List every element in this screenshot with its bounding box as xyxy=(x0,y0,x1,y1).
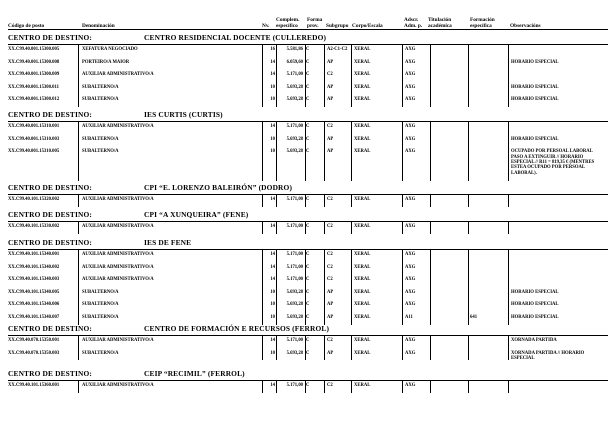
cell-adscr: AXG xyxy=(405,338,416,343)
cell-codigo: XX.C99.40.101.15340.005 xyxy=(8,289,60,295)
cell-denom: SUBALTERNO/A xyxy=(82,302,119,308)
cell-subgrupo: AP xyxy=(327,59,334,65)
column-divider xyxy=(351,194,352,207)
column-divider xyxy=(351,121,352,181)
cell-obs: XORNADA PARTIDA // HORARIO ESPECIAL xyxy=(511,350,585,361)
column-divider xyxy=(324,249,325,325)
column-divider xyxy=(276,249,277,325)
column-divider xyxy=(430,335,431,360)
cell-denom: SUBALTERNO/A xyxy=(82,289,119,295)
section-rule xyxy=(8,44,608,45)
column-divider xyxy=(78,221,79,234)
column-divider xyxy=(276,335,277,360)
cell-codigo: XX.C99.40.101.15340.002 xyxy=(8,264,60,270)
cell-codigo: XX.C99.40.070.15350.003 xyxy=(8,350,60,356)
cell-complemento: 5.171,00 xyxy=(286,72,303,78)
column-divider xyxy=(351,335,352,360)
column-divider xyxy=(468,44,469,107)
cell-codigo: XX.C99.40.101.15340.001 xyxy=(8,252,60,257)
cell-nivel: 14 xyxy=(270,338,275,343)
column-divider xyxy=(430,44,431,107)
center-heading xyxy=(8,210,608,221)
header-rule xyxy=(8,29,608,30)
cell-forma: C xyxy=(306,302,310,308)
column-divider xyxy=(262,380,263,393)
center-heading xyxy=(8,110,608,121)
cell-forma: C xyxy=(306,315,310,320)
column-divider xyxy=(324,44,325,107)
cell-corpo: XERAL xyxy=(354,97,371,103)
column-divider xyxy=(351,249,352,325)
column-divider xyxy=(262,335,263,360)
center-label: CENTRO DE DESTINO: xyxy=(8,183,93,192)
column-divider xyxy=(262,194,263,207)
cell-adscr: AXG xyxy=(405,383,416,388)
cell-corpo: XERAL xyxy=(354,252,371,257)
cell-denom: SUBALTERNO/A xyxy=(82,84,119,90)
column-divider xyxy=(351,44,352,107)
cell-forma: C xyxy=(306,72,310,78)
cell-obs: HORARIO ESPECIAL xyxy=(511,84,559,90)
cell-corpo: XERAL xyxy=(354,350,371,356)
cell-denom: SUBALTERNO/A xyxy=(82,315,119,320)
center-name: CEIP “RECIMIL” (FERROL) xyxy=(144,369,245,378)
cell-corpo: XERAL xyxy=(354,136,371,142)
header-corpo: Corpo/Escala xyxy=(352,23,383,29)
cell-forma: C xyxy=(306,124,310,129)
cell-adscr: AXG xyxy=(405,289,416,295)
cell-adscr: AXG xyxy=(405,84,416,90)
center-heading xyxy=(8,183,608,194)
cell-subgrupo: AP xyxy=(327,289,334,295)
cell-subgrupo: C2 xyxy=(327,264,333,270)
column-divider xyxy=(78,249,79,325)
cell-forma: C xyxy=(306,277,310,283)
cell-denom: AUXILIAR ADMINISTRATIVO/A xyxy=(82,252,154,257)
cell-codigo: XX.C99.40.101.15360.001 xyxy=(8,383,60,388)
cell-subgrupo: C2 xyxy=(327,252,333,257)
header-formacion: Formación xyxy=(470,17,495,23)
cell-codigo: XX.C99.40.101.15340.006 xyxy=(8,302,60,308)
cell-corpo: XERAL xyxy=(354,264,371,270)
cell-codigo: XX.C99.40.070.15350.001 xyxy=(8,338,60,343)
header-adscr-sub: Adm. p. xyxy=(404,23,423,29)
cell-denom: SUBALTERNO/A xyxy=(82,350,119,356)
column-divider xyxy=(402,194,403,207)
cell-denom: AUXILIAR ADMINISTRATIVO/A xyxy=(82,383,154,388)
cell-subgrupo: AP xyxy=(327,350,334,356)
cell-forma: C xyxy=(306,264,310,270)
header-observacions: Observacións xyxy=(510,23,541,29)
cell-nivel: 10 xyxy=(270,136,275,142)
cell-denom: XEFATURA NEGOCIADO xyxy=(82,47,138,52)
column-divider xyxy=(508,121,509,181)
cell-nivel: 14 xyxy=(270,252,275,257)
section-rule xyxy=(8,194,608,195)
cell-nivel: 14 xyxy=(270,72,275,78)
cell-forma: C xyxy=(306,350,310,356)
column-divider xyxy=(276,194,277,207)
header-denominacion: Denominación xyxy=(82,23,115,29)
cell-adscr: AXG xyxy=(405,136,416,142)
cell-complemento: 5.693,28 xyxy=(286,289,303,295)
cell-codigo: XX.C99.40.001.15300.012 xyxy=(8,97,60,103)
cell-complemento: 5.171,00 xyxy=(286,252,303,257)
column-divider xyxy=(402,221,403,234)
section-rule xyxy=(8,380,608,381)
column-divider xyxy=(430,121,431,181)
cell-corpo: XERAL xyxy=(354,302,371,308)
cell-denom: SUBALTERNO/A xyxy=(82,97,119,103)
center-name: IES DE FENE xyxy=(144,238,192,247)
column-divider xyxy=(78,380,79,393)
column-divider xyxy=(402,335,403,360)
column-divider xyxy=(430,380,431,393)
cell-denom: AUXILIAR ADMINISTRATIVO/A xyxy=(82,264,154,270)
cell-denom: AUXILIAR ADMINISTRATIVO/A xyxy=(82,277,154,283)
column-divider xyxy=(276,121,277,181)
cell-nivel: 16 xyxy=(270,47,275,52)
column-divider xyxy=(324,194,325,207)
cell-denom: SUBALTERNO/A xyxy=(82,136,119,142)
section-rule xyxy=(8,249,608,250)
cell-corpo: XERAL xyxy=(354,277,371,283)
column-divider xyxy=(351,380,352,393)
cell-adscr: AXG xyxy=(405,124,416,129)
header-subgrupo: Subgrupo xyxy=(326,23,349,29)
cell-complemento: 5.171,00 xyxy=(286,338,303,343)
cell-adscr: AXG xyxy=(405,350,416,356)
column-divider xyxy=(351,221,352,234)
cell-obs: OCUPADO POR PERSOAL LABORAL PASO A EXTINGUIR // HORARIO ESPECIAL // R11 = 819,35 € (MENTRES ESTEA OCUPADO POR PERSOAL LABORAL). xyxy=(511,149,595,176)
cell-adscr: AXG xyxy=(405,47,416,52)
cell-obs: XORNADA PARTIDA xyxy=(511,338,557,343)
column-divider xyxy=(430,249,431,325)
cell-complemento: 5.693,28 xyxy=(286,350,303,356)
column-divider xyxy=(508,335,509,360)
cell-subgrupo: AP xyxy=(327,315,334,320)
column-divider xyxy=(276,44,277,107)
cell-adscr: AXG xyxy=(405,277,416,283)
cell-complemento: 5.693,28 xyxy=(286,136,303,142)
cell-corpo: XERAL xyxy=(354,224,371,229)
cell-complemento: 6.059,60 xyxy=(286,59,303,65)
cell-denom: AUXILIAR ADMINISTRATIVO/A xyxy=(82,197,154,202)
cell-complemento: 5.171,00 xyxy=(286,224,303,229)
cell-subgrupo: C2 xyxy=(327,224,333,229)
center-heading xyxy=(8,238,608,249)
cell-complemento: 5.693,28 xyxy=(286,315,303,320)
cell-adscr: AXG xyxy=(405,224,416,229)
column-divider xyxy=(78,44,79,107)
column-divider xyxy=(262,221,263,234)
column-divider xyxy=(305,249,306,325)
cell-codigo: XX.C99.40.001.15300.005 xyxy=(8,47,60,52)
cell-obs: HORARIO ESPECIAL xyxy=(511,59,559,65)
cell-codigo: XX.C99.40.001.15300.011 xyxy=(8,84,59,90)
cell-codigo: XX.C99.40.101.15320.002 xyxy=(8,197,60,202)
cell-complemento: 5.171,00 xyxy=(286,197,303,202)
center-name: IES CURTIS (CURTIS) xyxy=(144,110,223,119)
cell-denom: AUXILIAR ADMINISTRATIVO/A xyxy=(82,224,154,229)
column-divider xyxy=(508,44,509,107)
cell-obs: HORARIO ESPECIAL xyxy=(511,136,559,142)
cell-corpo: XERAL xyxy=(354,47,371,52)
cell-adscr: AXG xyxy=(405,97,416,103)
column-divider xyxy=(468,194,469,207)
column-divider xyxy=(430,194,431,207)
cell-nivel: 14 xyxy=(270,277,275,283)
cell-corpo: XERAL xyxy=(354,72,371,78)
column-divider xyxy=(402,44,403,107)
column-divider xyxy=(262,44,263,107)
column-divider xyxy=(276,221,277,234)
cell-nivel: 10 xyxy=(270,84,275,90)
column-divider xyxy=(262,249,263,325)
cell-subgrupo: C2 xyxy=(327,277,333,283)
cell-forma: C xyxy=(306,47,310,52)
cell-codigo: XX.C99.40.101.15330.002 xyxy=(8,224,60,229)
cell-nivel: 14 xyxy=(270,124,275,129)
header-formacion-sub: específica xyxy=(470,23,492,29)
center-label: CENTRO DE DESTINO: xyxy=(8,110,93,119)
cell-subgrupo: C2 xyxy=(327,72,333,78)
cell-adscr: AXG xyxy=(405,149,416,155)
cell-nivel: 14 xyxy=(270,383,275,388)
cell-subgrupo: AP xyxy=(327,84,334,90)
cell-corpo: XERAL xyxy=(354,383,371,388)
header-titulacion: Titulación xyxy=(428,17,452,23)
column-divider xyxy=(324,221,325,234)
cell-denom: AUXILIAR ADMINISTRATIVO/A xyxy=(82,338,154,343)
cell-nivel: 14 xyxy=(270,197,275,202)
cell-codigo: XX.C99.40.001.15310.001 xyxy=(8,124,60,129)
cell-adscr: AXG xyxy=(405,252,416,257)
column-divider xyxy=(78,121,79,181)
column-divider xyxy=(78,335,79,360)
column-divider xyxy=(402,121,403,181)
cell-corpo: XERAL xyxy=(354,124,371,129)
center-label: CENTRO DE DESTINO: xyxy=(8,33,93,42)
cell-nivel: 10 xyxy=(270,97,275,103)
cell-nivel: 10 xyxy=(270,350,275,356)
cell-nivel: 10 xyxy=(270,289,275,295)
cell-corpo: XERAL xyxy=(354,84,371,90)
column-divider xyxy=(324,121,325,181)
column-divider xyxy=(262,121,263,181)
cell-codigo: XX.C99.40.001.15310.003 xyxy=(8,136,60,142)
cell-forma: C xyxy=(306,84,310,90)
cell-subgrupo: AP xyxy=(327,302,334,308)
cell-denom: AUXILIAR ADMINISTRATIVO/A xyxy=(82,124,154,129)
header-especifico: específico xyxy=(276,23,298,29)
cell-corpo: XERAL xyxy=(354,289,371,295)
cell-adscr: AXG xyxy=(405,72,416,78)
section-rule xyxy=(8,221,608,222)
column-divider xyxy=(324,380,325,393)
cell-subgrupo: AP xyxy=(327,136,334,142)
cell-corpo: XERAL xyxy=(354,149,371,155)
column-divider xyxy=(508,249,509,325)
section-rule xyxy=(8,335,608,336)
center-name: CENTRO RESIDENCIAL DOCENTE (CULLEREDO) xyxy=(144,33,327,42)
cell-complemento: 5.171,00 xyxy=(286,124,303,129)
header-nivel-sub: Complem. xyxy=(276,17,300,23)
cell-nivel: 14 xyxy=(270,59,275,65)
cell-forma: C xyxy=(306,59,310,65)
cell-adscr: AXG xyxy=(405,59,416,65)
cell-adscr: AXG xyxy=(405,302,416,308)
cell-complemento: 5.693,28 xyxy=(286,97,303,103)
cell-denom: PORTEIRO/A MAIOR xyxy=(82,59,130,65)
cell-corpo: XERAL xyxy=(354,59,371,65)
cell-subgrupo: AP xyxy=(327,97,334,103)
cell-corpo: XERAL xyxy=(354,315,371,320)
cell-formacion: 641 xyxy=(470,315,478,320)
cell-nivel: 10 xyxy=(270,302,275,308)
cell-nivel: 14 xyxy=(270,264,275,270)
cell-denom: AUXILIAR ADMINISTRATIVO/A xyxy=(82,72,154,78)
cell-subgrupo: C2 xyxy=(327,338,333,343)
cell-complemento: 5.581,86 xyxy=(286,47,303,52)
column-divider xyxy=(468,335,469,360)
cell-corpo: XERAL xyxy=(354,197,371,202)
center-heading xyxy=(8,33,608,44)
column-divider xyxy=(324,335,325,360)
cell-adscr: AXG xyxy=(405,197,416,202)
center-label: CENTRO DE DESTINO: xyxy=(8,369,93,378)
header-titulacion-sub: académica xyxy=(428,23,452,29)
column-divider xyxy=(276,380,277,393)
column-divider xyxy=(508,221,509,234)
center-label: CENTRO DE DESTINO: xyxy=(8,210,93,219)
cell-complemento: 5.171,00 xyxy=(286,264,303,270)
cell-subgrupo: C2 xyxy=(327,383,333,388)
cell-codigo: XX.C99.40.101.15340.007 xyxy=(8,315,60,320)
cell-codigo: XX.C99.40.101.15340.003 xyxy=(8,277,60,283)
column-divider xyxy=(402,380,403,393)
header-nivel: Nv. xyxy=(262,23,270,29)
cell-forma: C xyxy=(306,383,310,388)
cell-obs: HORARIO ESPECIAL xyxy=(511,302,559,308)
header-forma-sub: prov. xyxy=(307,23,319,29)
cell-obs: HORARIO ESPECIAL xyxy=(511,315,559,320)
cell-nivel: 14 xyxy=(270,224,275,229)
column-divider xyxy=(468,221,469,234)
cell-forma: C xyxy=(306,252,310,257)
cell-forma: C xyxy=(306,289,310,295)
cell-complemento: 5.171,00 xyxy=(286,383,303,388)
cell-adscr: A11 xyxy=(405,315,413,320)
header-forma: Forma xyxy=(307,17,323,23)
cell-codigo: XX.C99.40.001.15310.005 xyxy=(8,149,60,155)
cell-complemento: 5.693,28 xyxy=(286,84,303,90)
column-divider xyxy=(508,194,509,207)
center-label: CENTRO DE DESTINO: xyxy=(8,238,93,247)
cell-forma: C xyxy=(306,149,310,155)
cell-nivel: 10 xyxy=(270,315,275,320)
cell-obs: HORARIO ESPECIAL xyxy=(511,289,559,295)
cell-subgrupo: A2-C1-C2 xyxy=(327,47,348,52)
cell-forma: C xyxy=(306,224,310,229)
cell-codigo: XX.C99.40.001.15300.008 xyxy=(8,59,60,65)
column-divider xyxy=(468,121,469,181)
column-divider xyxy=(430,221,431,234)
center-name: CENTRO DE FORMACIÓN E RECURSOS (FERROL) xyxy=(144,324,330,333)
column-divider xyxy=(402,249,403,325)
header-adscr: Adscr. xyxy=(404,17,419,23)
center-heading xyxy=(8,324,608,335)
column-divider xyxy=(468,249,469,325)
center-label: CENTRO DE DESTINO: xyxy=(8,324,93,333)
center-name: CPI “E. LORENZO BALEIRÓN” (DODRO) xyxy=(144,183,293,192)
cell-subgrupo: C2 xyxy=(327,124,333,129)
column-divider xyxy=(508,380,509,393)
cell-forma: C xyxy=(306,97,310,103)
cell-forma: C xyxy=(306,338,310,343)
cell-complemento: 5.693,28 xyxy=(286,149,303,155)
cell-subgrupo: C2 xyxy=(327,197,333,202)
cell-forma: C xyxy=(306,197,310,202)
cell-forma: C xyxy=(306,136,310,142)
cell-complemento: 5.693,28 xyxy=(286,302,303,308)
column-divider xyxy=(78,194,79,207)
header-codigo: Código de posto xyxy=(8,23,45,29)
table-header xyxy=(0,0,615,30)
section-rule xyxy=(8,121,608,122)
cell-denom: SUBALTERNO/A xyxy=(82,149,119,155)
cell-codigo: XX.C99.40.001.15300.009 xyxy=(8,72,60,78)
column-divider xyxy=(468,380,469,393)
cell-corpo: XERAL xyxy=(354,338,371,343)
cell-adscr: AXG xyxy=(405,264,416,270)
cell-obs: HORARIO ESPECIAL xyxy=(511,97,559,103)
cell-nivel: 10 xyxy=(270,149,275,155)
center-heading xyxy=(8,369,608,380)
cell-complemento: 5.171,00 xyxy=(286,277,303,283)
cell-subgrupo: AP xyxy=(327,149,334,155)
center-name: CPI “A XUNQUEIRA” (FENE) xyxy=(144,210,249,219)
